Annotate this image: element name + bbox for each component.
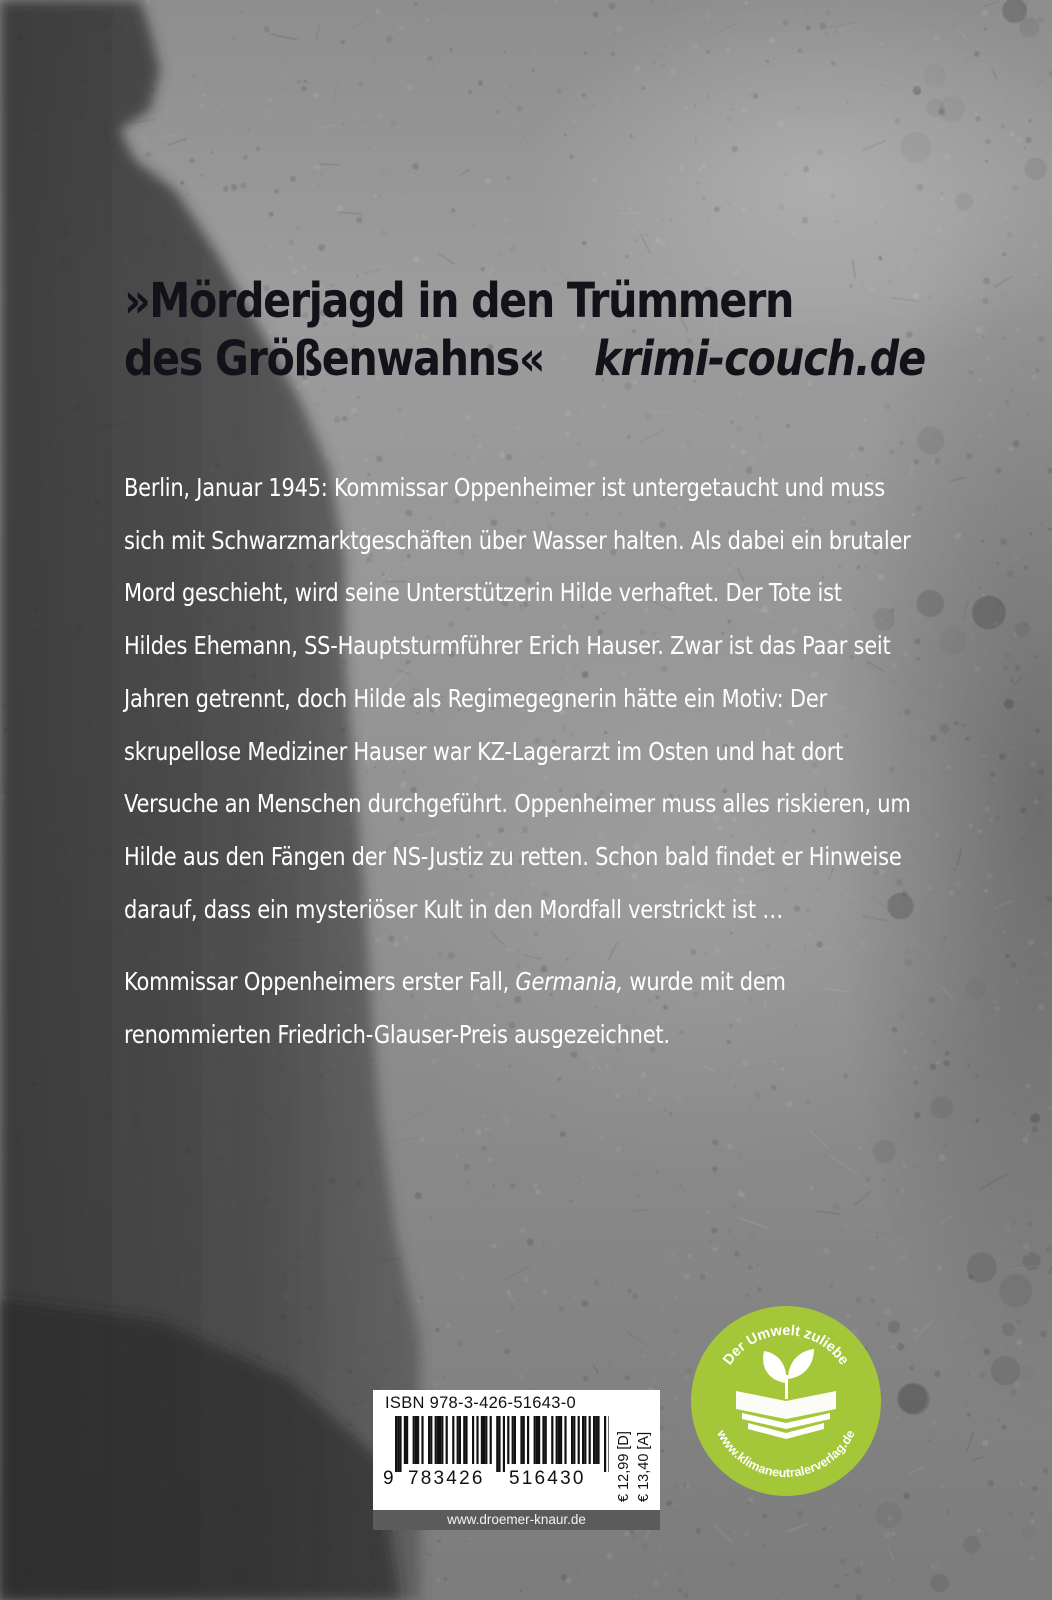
barcode-bar — [430, 1416, 432, 1464]
barcode-bar — [503, 1416, 505, 1472]
barcode-bar — [483, 1416, 485, 1464]
blurb-line: Versuche an Menschen durchgeführt. Oppenheimer muss alles riskieren, um — [124, 789, 911, 819]
barcode-bar — [415, 1416, 417, 1464]
award-book-title: Germania, — [515, 967, 623, 997]
barcode-bar — [597, 1416, 599, 1464]
barcode-bar — [417, 1416, 419, 1464]
barcode-bar — [395, 1416, 397, 1472]
award-line-2: renommierten Friedrich-Glauser-Preis ausgezeichnet. — [124, 1020, 670, 1050]
barcode-bar — [573, 1416, 575, 1464]
blurb-paragraph — [124, 462, 911, 936]
barcode-bar — [437, 1416, 439, 1464]
barcode-bar — [399, 1416, 401, 1472]
barcode-bar — [452, 1416, 454, 1464]
barcode-bar — [441, 1416, 443, 1464]
blurb-line: Berlin, Januar 1945: Kommissar Oppenheimer ist untergetaucht und muss — [124, 473, 885, 502]
barcode-bar — [472, 1416, 474, 1464]
barcode-bar — [558, 1416, 560, 1464]
blurb-line: Mord geschieht, wird seine Unterstützerin Hilde verhaftet. Der Tote ist — [124, 578, 842, 608]
ean-digit-first: 9 — [383, 1468, 396, 1489]
quote-line-1: »Mörderjagd in den Trümmern — [124, 273, 794, 329]
barcode-bar — [538, 1416, 540, 1464]
barcode-bar — [465, 1416, 467, 1464]
barcode-bar — [595, 1416, 597, 1464]
barcode-bar — [545, 1416, 547, 1464]
barcode-bar — [589, 1416, 591, 1464]
quote-line-2-text: des Größenwahns« — [124, 331, 545, 387]
ean-digits-left: 783426 — [408, 1468, 485, 1489]
barcode-bar — [413, 1416, 415, 1464]
blurb-line: skrupellose Mediziner Hauser war KZ-Lagerarzt im Osten und hat dort — [124, 736, 844, 766]
barcode-bar — [439, 1416, 441, 1464]
isbn-barcode-label — [373, 1390, 660, 1530]
barcode-bar — [582, 1416, 584, 1464]
award-text-post: wurde mit dem — [622, 967, 786, 997]
price-austria: € 13,40 [A] — [636, 1431, 652, 1502]
barcode-bar — [542, 1416, 544, 1464]
award-paragraph — [124, 956, 897, 1061]
barcode-bar — [523, 1416, 525, 1464]
barcode-bar — [578, 1416, 580, 1464]
award-line-1 — [124, 956, 897, 1009]
blurb-line: sich mit Schwarzmarktgeschäften über Wasser halten. Als dabei ein brutaler — [124, 525, 911, 555]
quote-line-2 — [124, 330, 926, 388]
barcode-bar — [463, 1416, 465, 1464]
barcode-bar — [507, 1416, 509, 1464]
barcode-bar — [608, 1416, 609, 1472]
blurb-line: darauf, dass ein mysteriöser Kult in den Mordfall verstrickt ist … — [124, 894, 784, 924]
barcode-bar — [564, 1416, 566, 1464]
barcode-bar — [428, 1416, 430, 1464]
barcode-bar — [457, 1416, 459, 1464]
barcode-bar — [556, 1416, 558, 1464]
barcode-bar — [485, 1416, 487, 1464]
barcode-bar — [476, 1416, 478, 1464]
barcode-bar — [459, 1416, 461, 1464]
quote-source: krimi-couch.de — [594, 331, 926, 387]
barcode-bar — [514, 1416, 516, 1464]
blurb-line: Jahren getrennt, doch Hilde als Regimegegnerin hätte ein Motiv: Der — [124, 683, 827, 713]
publisher-url: www.droemer-knaur.de — [373, 1510, 660, 1530]
barcode-bar — [536, 1416, 538, 1464]
barcode-bar — [481, 1416, 483, 1464]
review-quote — [124, 272, 926, 388]
barcode-bar — [584, 1416, 586, 1464]
barcode-bar — [520, 1416, 522, 1464]
eco-badge — [690, 1305, 882, 1497]
barcode-bar — [593, 1416, 595, 1464]
barcode-bar — [435, 1416, 437, 1464]
blurb-line: Hilde aus den Fängen der NS-Justiz zu retten. Schon bald findet er Hinweise — [124, 841, 902, 871]
barcode-bar — [498, 1416, 500, 1472]
barcode-bar — [527, 1416, 529, 1464]
blurb-line: Hildes Ehemann, SS-Hauptsturmführer Erich Hauser. Zwar ist das Paar seit — [124, 631, 891, 661]
barcode-bar — [571, 1416, 573, 1464]
award-text-pre: Kommissar Oppenheimers erster Fall, — [124, 967, 516, 997]
eco-badge-bottom-text: www.klimaneutralerverlag.de — [714, 1427, 858, 1481]
barcode-bar — [534, 1416, 536, 1464]
ean-digits-right: 516430 — [509, 1468, 586, 1489]
barcode-bar — [560, 1416, 562, 1464]
barcode-bar — [421, 1416, 423, 1464]
barcode-bars — [383, 1416, 609, 1472]
barcode-bar — [604, 1416, 606, 1472]
barcode-bar — [496, 1416, 498, 1472]
price-germany: € 12,99 [D] — [616, 1431, 632, 1502]
eco-badge-top-text: Der Umwelt zuliebe — [720, 1322, 852, 1369]
barcode-bar — [490, 1416, 492, 1464]
isbn-number: ISBN 978-3-426-51643-0 — [385, 1394, 576, 1412]
barcode-bar — [512, 1416, 514, 1464]
barcode-bar — [551, 1416, 553, 1464]
barcode-bar — [446, 1416, 448, 1464]
barcode-bar — [397, 1416, 399, 1472]
blurb-text — [124, 462, 911, 1062]
barcode-bar — [406, 1416, 408, 1464]
barcode-bar — [404, 1416, 406, 1464]
